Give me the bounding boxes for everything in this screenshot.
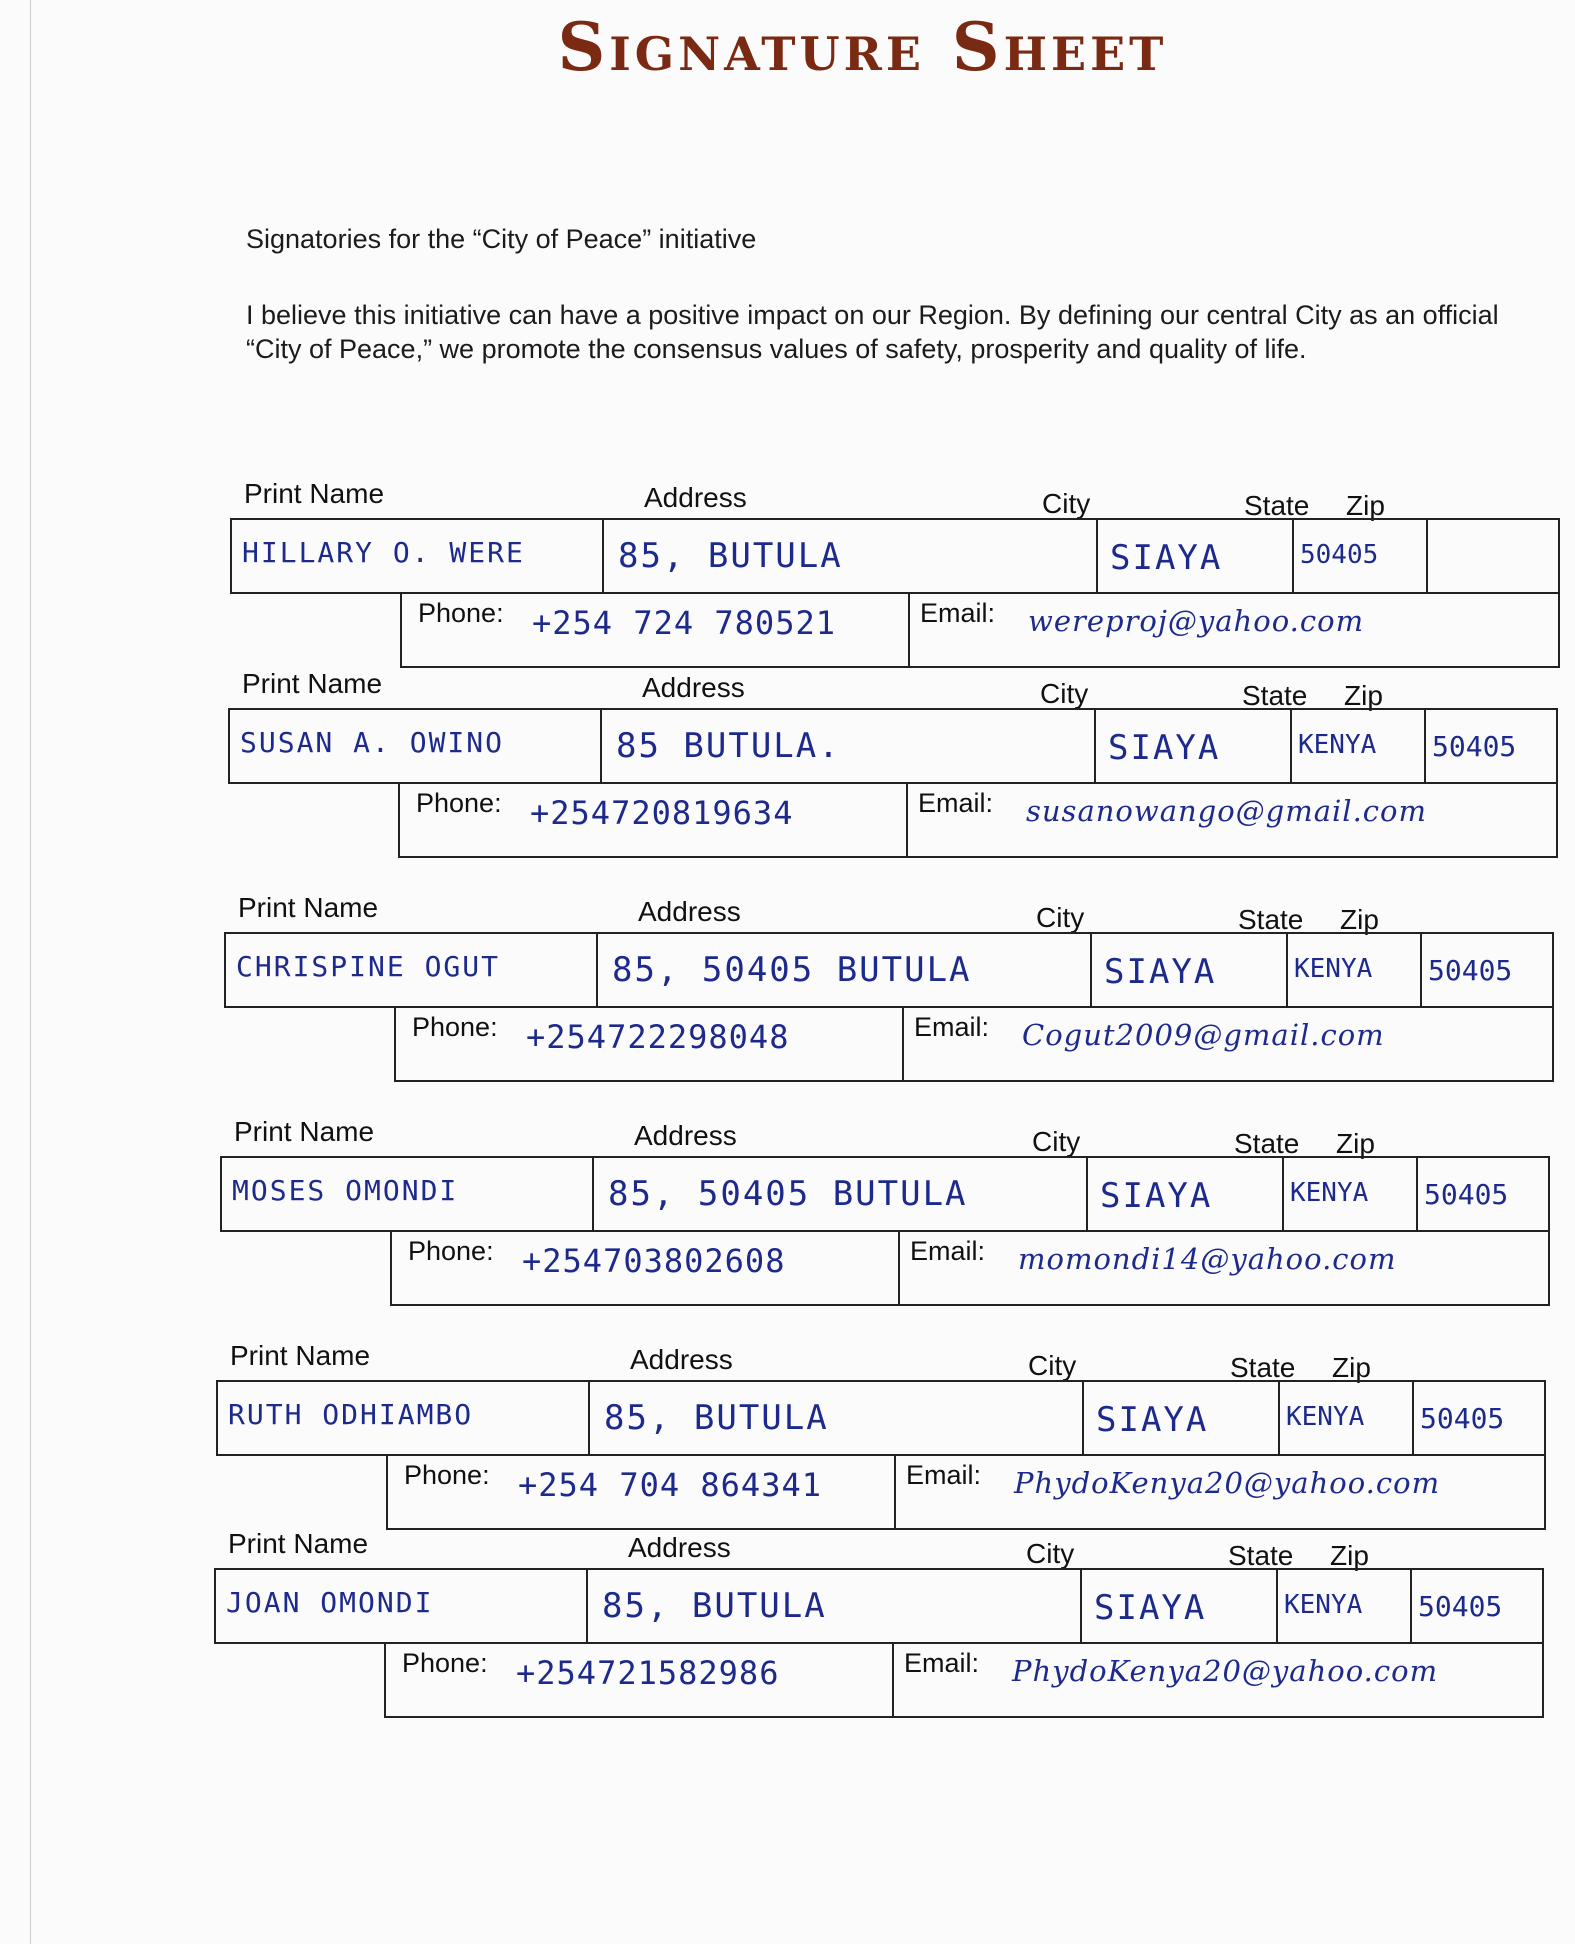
signatory-name: HILLARY O. WERE (242, 536, 525, 569)
zip-label: Zip (1340, 904, 1379, 935)
city-label: City (1042, 488, 1091, 519)
zip-label: Zip (1330, 1540, 1369, 1571)
signatory-city: SIAYA (1094, 1588, 1207, 1628)
signatory-city: SIAYA (1100, 1176, 1213, 1216)
signatory-email: PhydoKenya20@yahoo.com (1012, 1654, 1439, 1688)
signatory-email: Cogut2009@gmail.com (1022, 1018, 1385, 1052)
signatory-name: RUTH ODHIAMBO (228, 1398, 474, 1431)
signatory-email: momondi14@yahoo.com (1018, 1242, 1397, 1276)
signatory-state: KENYA (1298, 730, 1377, 760)
address-label: Address (644, 482, 747, 513)
city-label: City (1040, 678, 1089, 709)
signatory-name: MOSES OMONDI (232, 1174, 459, 1207)
signatory-address: 85 BUTULA. (616, 726, 841, 766)
signatory-city: SIAYA (1110, 538, 1223, 578)
signatory-address: 85, BUTULA (618, 536, 843, 576)
print-name-label: Print Name (238, 892, 379, 923)
phone-label: Phone: (408, 1236, 494, 1266)
signatory-state: KENYA (1290, 1178, 1369, 1208)
address-label: Address (638, 896, 741, 927)
signatory-entry (220, 1116, 1540, 1316)
signatory-address: 85, 50405 BUTULA (612, 950, 972, 990)
email-label: Email: (906, 1460, 982, 1490)
signatory-entry (224, 892, 1544, 1092)
signatory-address: 85, BUTULA (604, 1398, 829, 1438)
signatory-email: wereproj@yahoo.com (1028, 604, 1365, 638)
print-name-label: Print Name (242, 668, 383, 699)
signatory-name: SUSAN A. OWINO (240, 726, 505, 759)
zip-label: Zip (1346, 490, 1385, 521)
phone-label: Phone: (412, 1012, 498, 1042)
page-title: Signature Sheet (557, 8, 1168, 86)
city-label: City (1028, 1350, 1077, 1381)
signatory-entry (228, 668, 1548, 868)
intro-paragraph: I believe this initiative can have a positive impact on our Region. By defining our central City as an official “City of Peace,” we promote the consensus values of safety, prosperity and quality of life. (246, 300, 1499, 364)
signatory-zip: 50405 (1428, 954, 1513, 987)
signatory-entry (230, 478, 1550, 678)
phone-label: Phone: (418, 598, 504, 628)
page-subtitle: Signatories for the “City of Peace” initiative (246, 224, 757, 254)
signatory-phone: +254722298048 (526, 1018, 790, 1056)
email-label: Email: (910, 1236, 986, 1266)
print-name-label: Print Name (234, 1116, 375, 1147)
signatory-phone: +254720819634 (530, 794, 794, 832)
phone-label: Phone: (404, 1460, 490, 1490)
email-label: Email: (904, 1648, 980, 1678)
zip-cell[interactable] (1428, 520, 1562, 592)
city-label: City (1026, 1538, 1075, 1569)
zip-label: Zip (1344, 680, 1383, 711)
phone-label: Phone: (416, 788, 502, 818)
state-label: State (1230, 1352, 1296, 1383)
signatory-city: SIAYA (1108, 728, 1221, 768)
print-name-label: Print Name (244, 478, 385, 509)
signatory-address: 85, BUTULA (602, 1586, 827, 1626)
signatory-zip: 50405 (1424, 1178, 1509, 1211)
city-label: City (1032, 1126, 1081, 1157)
print-name-label: Print Name (228, 1528, 369, 1559)
signatory-entry (216, 1340, 1536, 1540)
address-label: Address (642, 672, 745, 703)
address-label: Address (634, 1120, 737, 1151)
signatory-zip: 50405 (1418, 1590, 1503, 1623)
signatory-zip: 50405 (1420, 1402, 1505, 1435)
signatory-email: susanowango@gmail.com (1026, 794, 1428, 828)
signatory-phone: +254703802608 (522, 1242, 786, 1280)
state-label: State (1234, 1128, 1300, 1159)
signatory-state: KENYA (1294, 954, 1373, 984)
signatory-phone: +254 724 780521 (532, 604, 836, 642)
email-label: Email: (914, 1012, 990, 1042)
signatory-state: 50405 (1300, 540, 1379, 570)
signatory-phone: +254721582986 (516, 1654, 780, 1692)
page-edge (30, 0, 31, 1944)
state-label: State (1242, 680, 1308, 711)
signatory-state: KENYA (1286, 1402, 1365, 1432)
signatory-entry (214, 1528, 1534, 1728)
state-label: State (1238, 904, 1304, 935)
signatory-zip: 50405 (1432, 730, 1517, 763)
signatory-city: SIAYA (1096, 1400, 1209, 1440)
address-label: Address (628, 1532, 731, 1563)
signatory-phone: +254 704 864341 (518, 1466, 822, 1504)
signatory-email: PhydoKenya20@yahoo.com (1014, 1466, 1441, 1500)
signatory-city: SIAYA (1104, 952, 1217, 992)
state-label: State (1244, 490, 1310, 521)
print-name-label: Print Name (230, 1340, 371, 1371)
city-label: City (1036, 902, 1085, 933)
signatory-name: JOAN OMONDI (226, 1586, 434, 1619)
email-label: Email: (920, 598, 996, 628)
phone-label: Phone: (402, 1648, 488, 1678)
zip-label: Zip (1336, 1128, 1375, 1159)
signatory-address: 85, 50405 BUTULA (608, 1174, 968, 1214)
email-label: Email: (918, 788, 994, 818)
state-label: State (1228, 1540, 1294, 1571)
signatory-name: CHRISPINE OGUT (236, 950, 501, 983)
zip-label: Zip (1332, 1352, 1371, 1383)
address-label: Address (630, 1344, 733, 1375)
signatory-state: KENYA (1284, 1590, 1363, 1620)
